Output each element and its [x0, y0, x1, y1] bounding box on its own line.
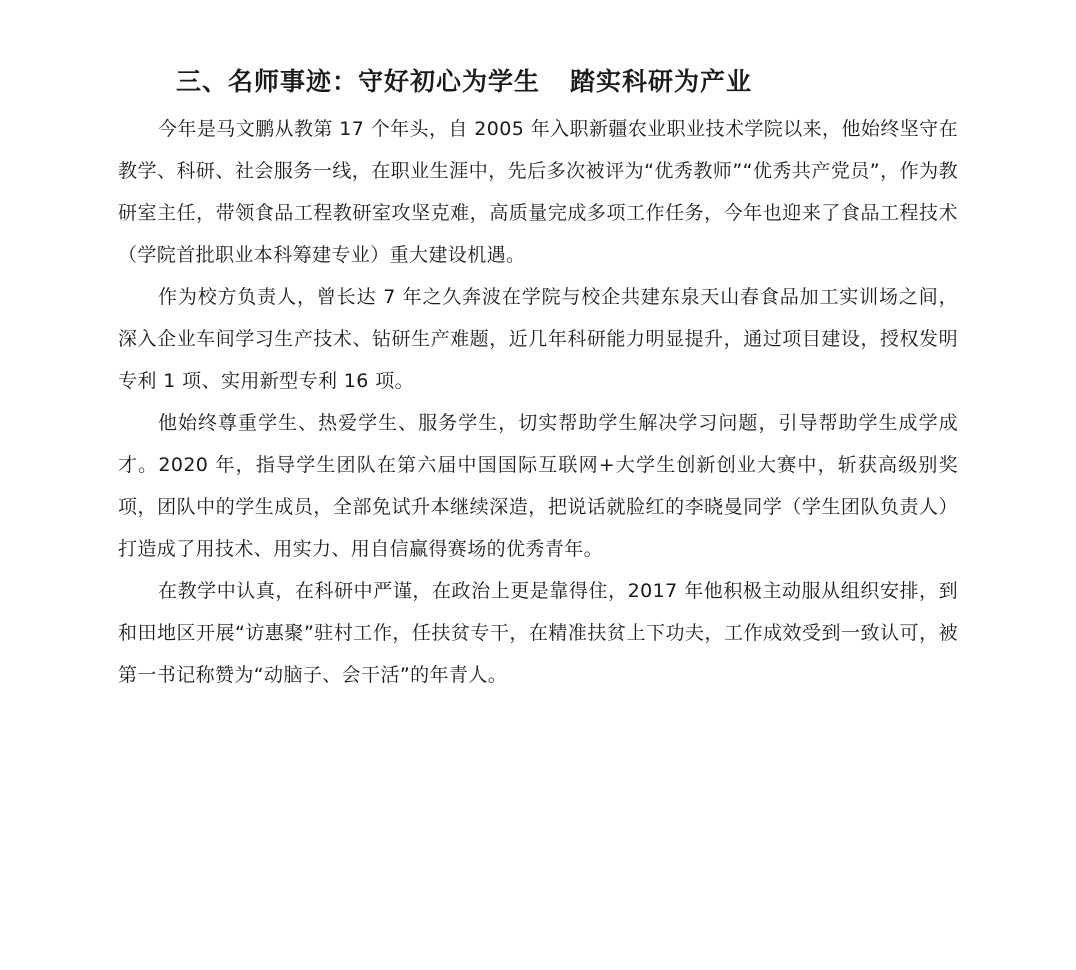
heading-part-1: 三、名师事迹：守好初心为学生	[176, 67, 541, 96]
paragraph-3: 他始终尊重学生、热爱学生、服务学生，切实帮助学生解决学习问题，引导帮助学生成学成才。2020 年，指导学生团队在第六届中国国际互联网+大学生创新创业大赛中，斩获高级别奖项，团队中的学生成员，全部免试升本继续深造，把说话就脸红的李晓曼同学（学生团队负责人）打造成了用技术、用实力、用自信赢得赛场的优秀青年。	[118, 412, 958, 560]
paragraph-2: 作为校方负责人，曾长达 7 年之久奔波在学院与校企共建东泉天山春食品加工实训场之间，深入企业车间学习生产技术、钻研生产难题，近几年科研能力明显提升，通过项目建设，授权发明专利 1 项、实用新型专利 16 项。	[118, 286, 958, 392]
paragraph-4: 在教学中认真，在科研中严谨，在政治上更是靠得住，2017 年他积极主动服从组织安排，到和田地区开展“访惠聚”驻村工作，任扶贫专干，在精准扶贫上下功夫，工作成效受到一致认可，被第一书记称赞为“动脑子、会干活”的年青人。	[118, 580, 958, 686]
heading-part-2: 踏实科研为产业	[570, 67, 753, 96]
document-page	[118, 62, 958, 696]
paragraph-1: 今年是马文鹏从教第 17 个年头，自 2005 年入职新疆农业职业技术学院以来，他始终坚守在教学、科研、社会服务一线，在职业生涯中，先后多次被评为“优秀教师”“优秀共产党员”，作为教研室主任，带领食品工程教研室攻坚克难，高质量完成多项工作任务，今年也迎来了食品工程技术（学院首批职业本科筹建专业）重大建设机遇。	[118, 118, 958, 266]
section-heading	[176, 62, 958, 102]
